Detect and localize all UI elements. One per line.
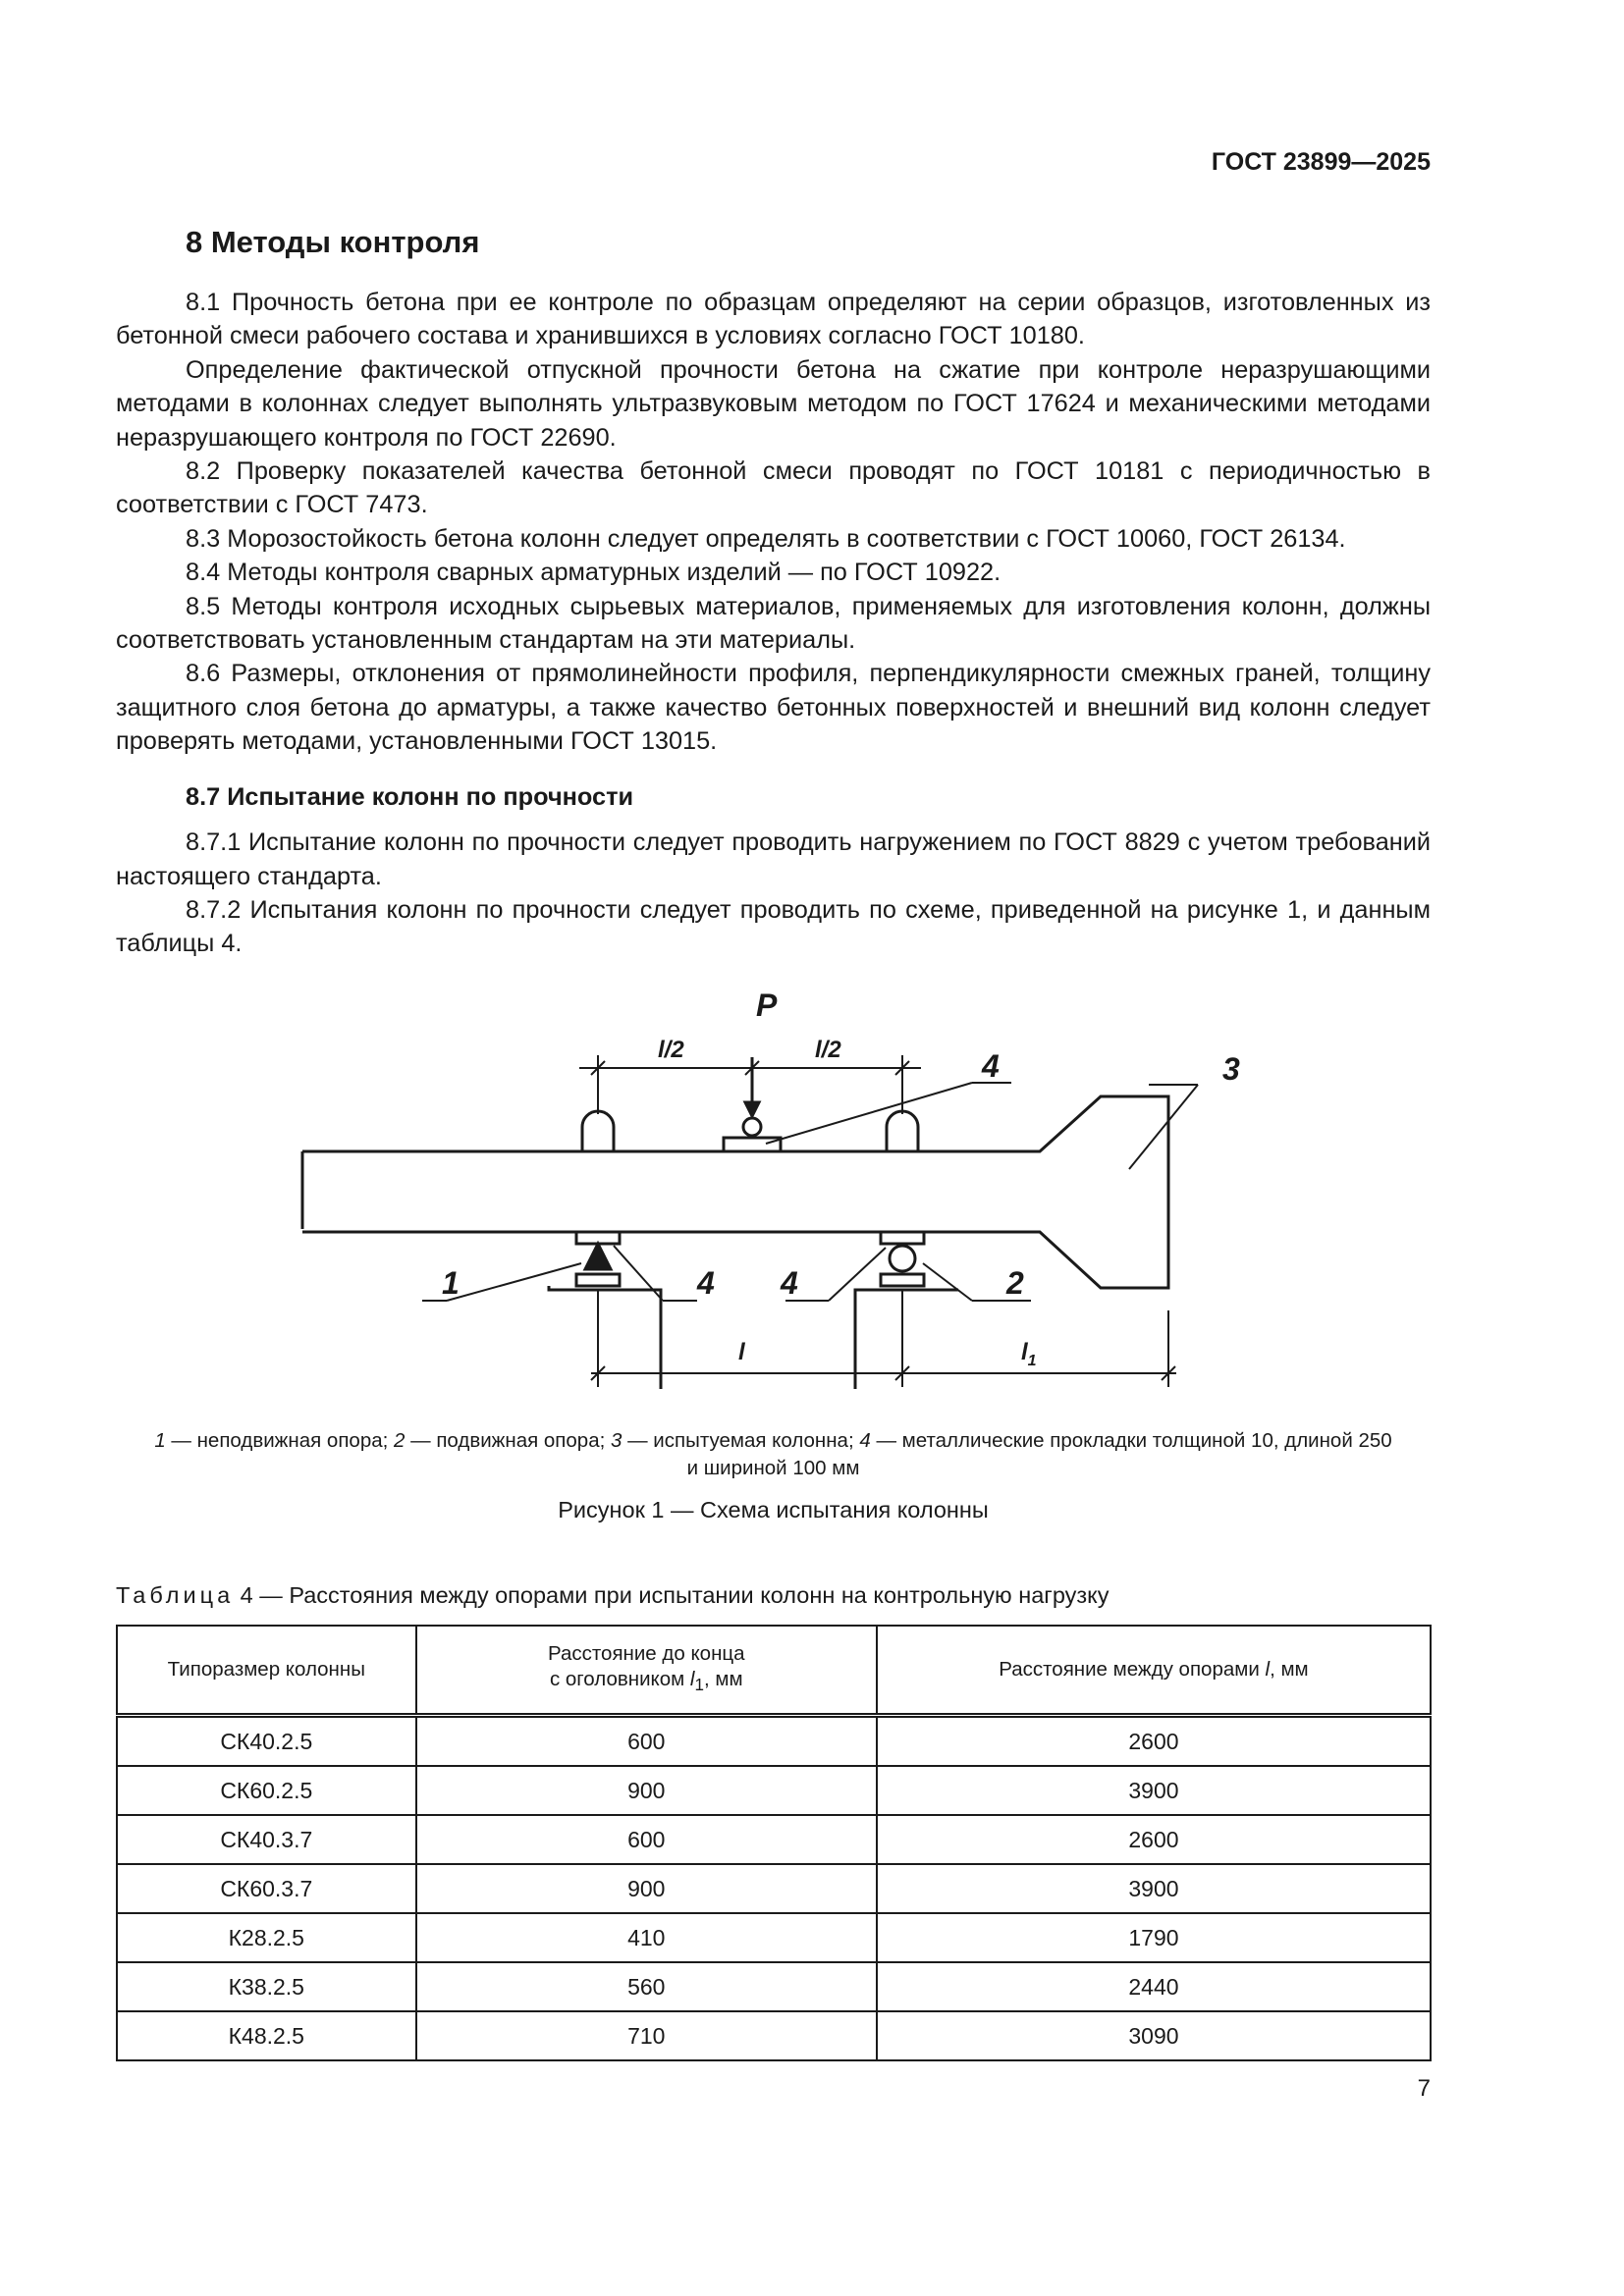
paragraph-8-6: 8.6 Размеры, отклонения от прямолинейности профиля, перпендикулярности смежных граней, толщину защитного слоя бетона до арматуры, а также качество бетонных поверхностей и внешний вид колонн следует проверять методами, установленными ГОСТ 13015. <box>116 660 1431 756</box>
label-callout-2: 2 <box>1006 1265 1024 1301</box>
header-column-size: Типоразмер колонны <box>117 1626 416 1716</box>
leader-4-right <box>829 1248 886 1301</box>
subsection-heading-8-7: 8.7 Испытание колонн по прочности <box>186 782 634 811</box>
cell-support-distance: 3900 <box>877 1766 1431 1815</box>
movable-support-roller <box>890 1246 915 1271</box>
section-title: 8 Методы контроля <box>186 225 480 259</box>
cell-column-size: К48.2.5 <box>117 2011 416 2060</box>
legend-text-2: — подвижная опора; <box>405 1429 611 1452</box>
cell-column-size: СК40.3.7 <box>117 1815 416 1864</box>
figure-caption: Рисунок 1 — Схема испытания колонны <box>558 1497 989 1522</box>
cell-support-distance: 2600 <box>877 1815 1431 1864</box>
table-row <box>117 1962 1431 2011</box>
paragraph-8-5: 8.5 Методы контроля исходных сырьевых материалов, применяемых для изготовления колонн, должны соответствовать установленным стандартам на эти материалы. <box>116 592 1431 655</box>
header-end-unit: , мм <box>703 1667 743 1690</box>
table-row <box>117 1766 1431 1815</box>
load-arrowhead <box>745 1102 759 1116</box>
cell-end-distance: 600 <box>416 1815 877 1864</box>
column-outline <box>302 1096 1168 1288</box>
header-column-end-distance <box>416 1626 877 1716</box>
table-row <box>117 1913 1431 1962</box>
header-end-var: l <box>689 1667 695 1690</box>
paragraph-8-7-1: 8.7.1 Испытание колонн по прочности следует проводить нагружением по ГОСТ 8829 с учетом требований настоящего стандарта. <box>116 828 1431 890</box>
cell-support-distance: 3090 <box>877 2011 1431 2060</box>
cell-support-distance: 2440 <box>877 1962 1431 2011</box>
table-caption-text: 4 — Расстояния между опорами при испытании колонн на контрольную нагрузку <box>234 1582 1110 1608</box>
paragraph-8-7-2: 8.7.2 Испытания колонн по прочности следует проводить по схеме, приведенной на рисунке 1, и данным таблицы 4. <box>116 895 1431 958</box>
cell-support-distance: 1790 <box>877 1913 1431 1962</box>
legend-text-4: — металлические прокладки толщиной 10, длиной 250 <box>870 1429 1392 1452</box>
cell-end-distance: 600 <box>416 1716 877 1767</box>
label-end-l1 <box>1021 1339 1037 1369</box>
header-support-var: l <box>1265 1658 1271 1681</box>
cell-end-distance: 410 <box>416 1913 877 1962</box>
test-scheme-diagram <box>285 987 1240 1399</box>
label-callout-4-top: 4 <box>982 1048 1000 1084</box>
header-support-unit: , мм <box>1270 1658 1309 1681</box>
load-ball <box>743 1118 761 1136</box>
test-scheme-figure <box>285 987 1240 1399</box>
label-callout-4-left: 4 <box>697 1265 715 1301</box>
table-caption-word: Таблица <box>116 1582 235 1608</box>
legend-text-1: — неподвижная опора; <box>165 1429 395 1452</box>
label-half-span-right: l/2 <box>815 1037 841 1063</box>
label-callout-3: 3 <box>1222 1051 1240 1087</box>
top-hinge-right <box>887 1111 918 1151</box>
header-end-line1: Расстояние до конца <box>547 1641 745 1665</box>
page-number: 7 <box>1417 2075 1431 2102</box>
paragraph-8-2: 8.2 Проверку показателей качества бетонной смеси проводят по ГОСТ 10181 с периодичностью в соответствии с ГОСТ 7473. <box>116 457 1431 519</box>
cell-end-distance: 900 <box>416 1766 877 1815</box>
header-end-sub: 1 <box>694 1676 704 1695</box>
label-half-span-left: l/2 <box>658 1037 684 1063</box>
cell-column-size: К38.2.5 <box>117 1962 416 2011</box>
paragraph-8-3: 8.3 Морозостойкость бетона колонн следует определять в соответствии с ГОСТ 10060, ГОСТ 26134. <box>186 524 1346 553</box>
header-support-pre: Расстояние между опорами <box>999 1658 1266 1681</box>
label-end-l1-var: l <box>1021 1339 1028 1365</box>
table-row <box>117 1716 1431 1767</box>
paragraph-8-1-continuation: Определение фактической отпускной прочности бетона на сжатие при контроле неразрушающими методами в колоннах следует выполнять ультразвуковым методом по ГОСТ 17624 и механическими методами неразрушающего контроля по ГОСТ 22690. <box>116 355 1431 452</box>
top-hinge-left <box>582 1111 614 1151</box>
cell-support-distance: 3900 <box>877 1864 1431 1913</box>
legend-num-1: 1 <box>154 1429 166 1452</box>
paragraph-8-4: 8.4 Методы контроля сварных арматурных изделий — по ГОСТ 10922. <box>186 559 1001 587</box>
legend-num-2: 2 <box>394 1429 406 1452</box>
cell-end-distance: 560 <box>416 1962 877 2011</box>
legend-line-2: и шириной 100 мм <box>686 1457 860 1479</box>
leader-2 <box>923 1263 972 1301</box>
table-row <box>117 2011 1431 2060</box>
document-id: ГОСТ 23899—2025 <box>1211 148 1431 176</box>
label-callout-4-right: 4 <box>781 1265 798 1301</box>
cell-column-size: К28.2.5 <box>117 1913 416 1962</box>
leader-4-top <box>766 1083 972 1144</box>
cell-end-distance: 710 <box>416 2011 877 2060</box>
label-span-l: l <box>738 1339 745 1365</box>
cell-column-size: СК40.2.5 <box>117 1716 416 1767</box>
fixed-support-triangle <box>585 1244 611 1269</box>
movable-support-plate-top <box>881 1232 924 1244</box>
paragraph-8-1: 8.1 Прочность бетона при ее контроле по образцам определяют на серии образцов, изготовленных из бетонной смеси рабочего состава и хранившихся в условиях согласно ГОСТ 10180. <box>116 289 1431 350</box>
cell-column-size: СК60.3.7 <box>117 1864 416 1913</box>
section-body <box>116 286 1431 961</box>
cell-support-distance: 2600 <box>877 1716 1431 1767</box>
table-row <box>117 1864 1431 1913</box>
label-end-l1-sub: 1 <box>1027 1353 1037 1369</box>
header-column-support-distance <box>877 1626 1431 1716</box>
movable-support-plate-bottom <box>881 1274 924 1286</box>
cell-end-distance: 900 <box>416 1864 877 1913</box>
header-end-line2-pre: с оголовником <box>549 1667 690 1690</box>
cell-column-size: СК60.2.5 <box>117 1766 416 1815</box>
figure-legend <box>116 1427 1431 1482</box>
label-callout-1: 1 <box>442 1265 460 1301</box>
load-plate <box>724 1138 781 1151</box>
fixed-support-plate-bottom <box>576 1274 620 1286</box>
label-load-p: P <box>756 988 778 1023</box>
table-row <box>117 1815 1431 1864</box>
table-caption <box>116 1582 1109 1609</box>
legend-num-4: 4 <box>859 1429 871 1452</box>
support-distance-table <box>116 1625 1432 2061</box>
legend-text-3: — испытуемая колонна; <box>622 1429 860 1452</box>
table-header-row <box>117 1626 1431 1716</box>
leader-1 <box>447 1263 581 1301</box>
legend-num-3: 3 <box>611 1429 623 1452</box>
